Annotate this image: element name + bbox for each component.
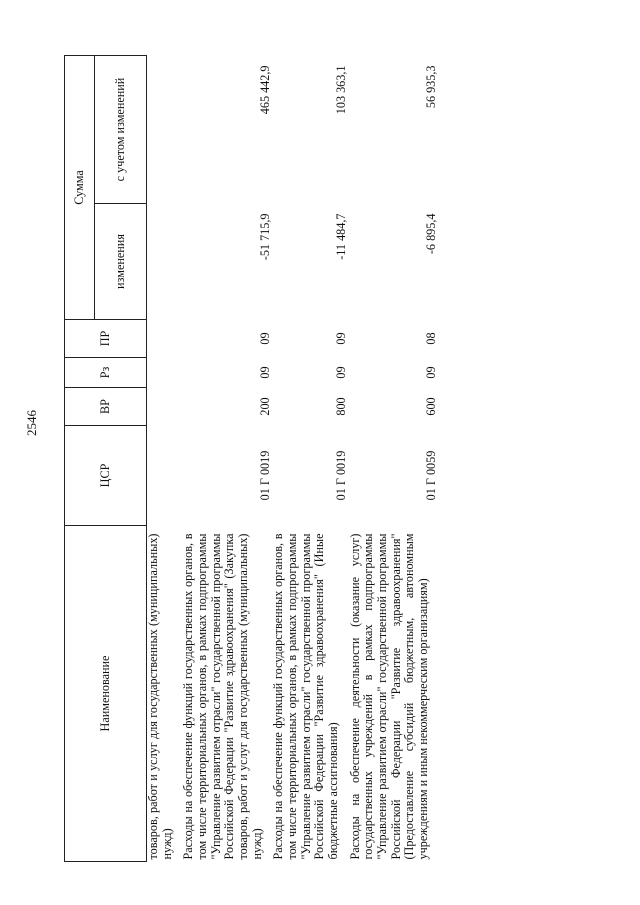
header-change: изменения xyxy=(95,204,147,320)
row-change: -6 895,4 xyxy=(423,213,438,255)
table-row xyxy=(349,55,439,861)
row-total: 56 935,3 xyxy=(423,65,438,109)
budget-table xyxy=(64,55,438,862)
header-with-change: с учетом изменений xyxy=(95,55,147,203)
row-pr: 09 xyxy=(257,332,272,345)
row-name: Расходы на обеспечение функций государственных органов, в том числе территориальных органов, в рамках подпрограммы "Управление развитием отрасли" государственной программы Российской Федерации "Развитие здравоохранения" (Иные бюджетные ассигнования) xyxy=(271,533,340,860)
row-name: Расходы на обеспечение деятельности (оказание услуг) государственных учреждений в рамках подпрограммы "Управление развитием отрасли" государственной программы Российской Федерации "Развитие здравоохранения" (Предоставление субсидий бюджетным, автономным учреждениям и иным некоммерческим организациям) xyxy=(347,533,430,860)
row-pr: 09 xyxy=(333,332,348,345)
table-header xyxy=(65,55,147,861)
row-total: 103 363,1 xyxy=(333,65,348,115)
header-rz: Рз xyxy=(65,358,147,388)
row-vr xyxy=(147,388,183,426)
row-name: Расходы на обеспечение функций государственных органов, в том числе территориальных органов, в рамках подпрограммы "Управление развитием отрасли" государственной программы Российской Федерации "Развитие здравоохранения" (Закупка товаров, работ и услуг для государственных (муниципальных) нужд) xyxy=(181,533,264,860)
row-change xyxy=(147,204,183,320)
table-row xyxy=(272,55,348,861)
page-number: 2546 xyxy=(24,410,39,436)
header-name: Наименование xyxy=(65,526,147,862)
row-change: -51 715,9 xyxy=(257,213,272,261)
header-csr: ЦСР xyxy=(65,426,147,526)
row-total: 465 442,9 xyxy=(257,65,272,115)
header-sum: Сумма xyxy=(65,55,95,319)
table-row xyxy=(182,55,272,861)
header-vr: ВР xyxy=(65,388,147,426)
row-rz: 09 xyxy=(333,366,348,379)
row-pr xyxy=(147,320,183,358)
row-csr: 01 Г 0059 xyxy=(423,450,438,501)
row-pr: 08 xyxy=(423,332,438,345)
row-csr: 01 Г 0019 xyxy=(257,450,272,501)
row-rz: 09 xyxy=(257,366,272,379)
row-vr: 200 xyxy=(257,397,272,416)
row-total xyxy=(147,55,183,203)
row-rz xyxy=(147,358,183,388)
row-csr xyxy=(147,426,183,526)
row-csr: 01 Г 0019 xyxy=(333,450,348,501)
row-rz: 09 xyxy=(423,366,438,379)
row-vr: 800 xyxy=(333,397,348,416)
row-vr: 600 xyxy=(423,397,438,416)
budget-table-page xyxy=(64,56,576,862)
row-change: -11 484,7 xyxy=(333,213,348,260)
header-pr: ПР xyxy=(65,320,147,358)
row-name: товаров, работ и услуг для государственных (муниципальных) нужд) xyxy=(146,533,174,860)
table-row xyxy=(147,55,183,861)
